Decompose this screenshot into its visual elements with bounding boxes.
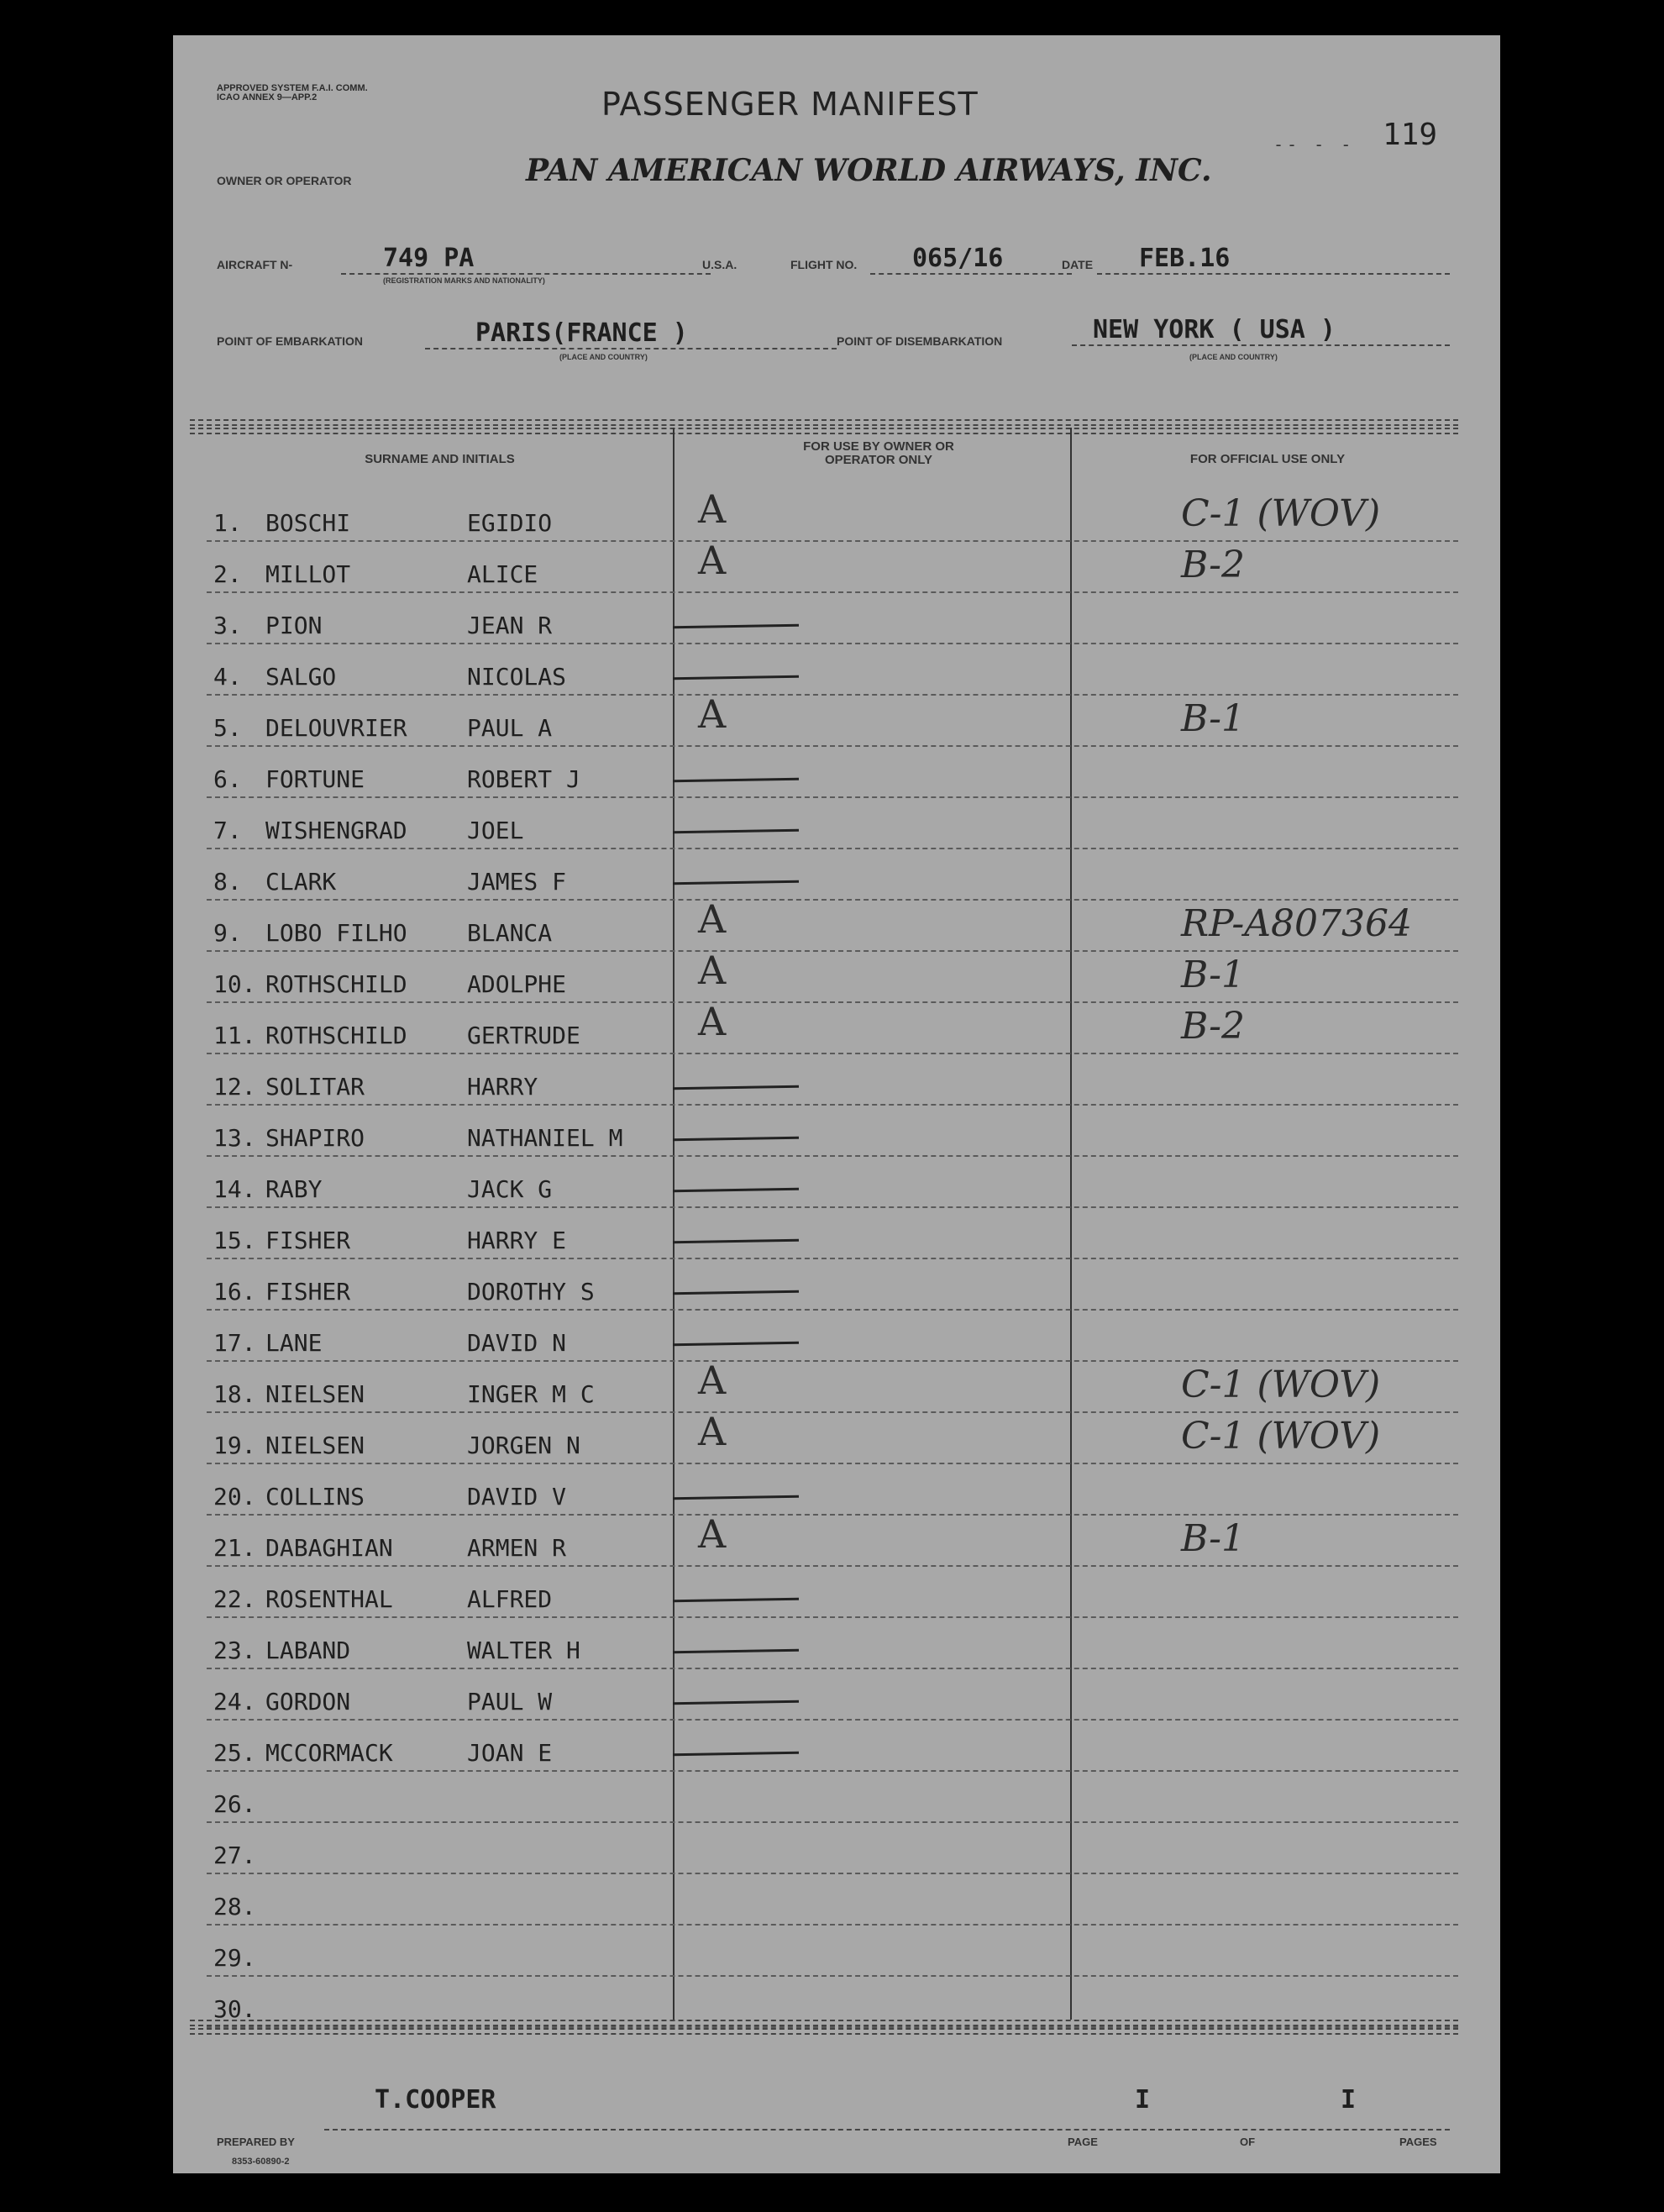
given-name-cell: HARRY	[467, 1073, 538, 1101]
given-name-cell: JAMES F	[467, 868, 567, 896]
row-number: 1.	[213, 509, 242, 537]
surname-cell: FISHER	[265, 1227, 351, 1254]
row-number: 12.	[213, 1073, 256, 1101]
given-name-cell: NICOLAS	[467, 663, 567, 691]
table-row	[207, 1206, 1458, 1259]
given-name-cell: ADOLPHE	[467, 970, 567, 998]
row-number: 24.	[213, 1688, 256, 1715]
handwritten-mark: A	[698, 999, 727, 1044]
given-name-cell: HARRY E	[467, 1227, 567, 1254]
row-number: 18.	[213, 1380, 256, 1408]
surname-cell: DABAGHIAN	[265, 1534, 393, 1562]
row-number: 28.	[213, 1893, 256, 1920]
given-name-cell: NATHANIEL M	[467, 1124, 623, 1152]
form-code: 8353-60890-2	[232, 2157, 290, 2167]
official-note-cell: B-1	[1181, 954, 1246, 996]
page-number: 119	[1383, 118, 1438, 152]
handwritten-dash	[673, 1239, 799, 1244]
given-name-cell: JORGEN N	[467, 1432, 580, 1459]
table-row	[207, 950, 1458, 1003]
official-note-cell: B-1	[1181, 697, 1246, 740]
date-value: FEB.16	[1139, 244, 1231, 273]
given-name-cell: JEAN R	[467, 612, 553, 639]
surname-cell: FORTUNE	[265, 765, 365, 793]
prepared-by-value: T.COOPER	[375, 2085, 496, 2115]
usa-label: U.S.A.	[702, 258, 738, 271]
aircraft-value: 749 PA	[383, 244, 475, 273]
official-note-cell: RP-A807364	[1181, 902, 1412, 945]
handwritten-dash	[673, 1752, 799, 1757]
given-name-cell: EGIDIO	[467, 509, 553, 537]
given-name-cell: JOAN E	[467, 1739, 553, 1767]
table-row	[207, 848, 1458, 901]
given-name-cell: DOROTHY S	[467, 1278, 595, 1306]
surname-cell: MCCORMACK	[265, 1739, 393, 1767]
row-number: 30.	[213, 1995, 256, 2023]
handwritten-mark: A	[698, 538, 727, 583]
given-name-cell: JOEL	[467, 817, 524, 844]
handwritten-mark: A	[698, 896, 727, 942]
handwritten-dash	[673, 1085, 799, 1090]
row-number: 7.	[213, 817, 242, 844]
handwritten-mark: A	[698, 1409, 727, 1454]
surname-cell: NIELSEN	[265, 1380, 365, 1408]
table-row	[207, 1565, 1458, 1618]
given-name-cell: ARMEN R	[467, 1534, 567, 1562]
table-row	[207, 1511, 1458, 1567]
row-number: 6.	[213, 765, 242, 793]
row-number: 26.	[213, 1790, 256, 1818]
table-row	[207, 745, 1458, 798]
total-pages-value: I	[1341, 2085, 1357, 2115]
page-value: I	[1135, 2085, 1151, 2115]
table-row	[207, 591, 1458, 644]
row-number: 19.	[213, 1432, 256, 1459]
given-name-cell: GERTRUDE	[467, 1022, 580, 1049]
row-number: 10.	[213, 970, 256, 998]
surname-cell: SHAPIRO	[265, 1124, 365, 1152]
handwritten-mark: A	[698, 1511, 727, 1557]
given-name-cell: BLANCA	[467, 919, 553, 947]
surname-cell: ROTHSCHILD	[265, 1022, 407, 1049]
table-row	[207, 1719, 1458, 1772]
disembarkation-label: POINT OF DISEMBARKATION	[837, 334, 1003, 348]
page-title: PASSENGER MANIFEST	[601, 86, 979, 123]
table-row	[207, 1258, 1458, 1311]
handwritten-dash	[673, 1290, 799, 1295]
surname-cell: ROSENTHAL	[265, 1585, 393, 1613]
aircraft-label: AIRCRAFT N-	[217, 258, 293, 271]
table-row	[207, 643, 1458, 696]
table-row	[207, 1360, 1458, 1413]
handwritten-dash	[673, 1649, 799, 1654]
given-name-cell: PAUL A	[467, 714, 553, 742]
row-number: 20.	[213, 1483, 256, 1511]
surname-cell: LOBO FILHO	[265, 919, 407, 947]
of-label: OF	[1240, 2136, 1256, 2148]
official-note-cell: C-1 (WOV)	[1181, 1415, 1381, 1458]
table-row	[207, 1309, 1458, 1362]
dash-marks: -- - -	[1273, 134, 1355, 155]
surname-cell: DELOUVRIER	[265, 714, 407, 742]
handwritten-dash	[673, 675, 799, 680]
handwritten-dash	[673, 778, 799, 783]
official-note-cell: B-2	[1181, 544, 1246, 586]
handwritten-mark: A	[698, 691, 727, 737]
table-row	[207, 796, 1458, 849]
column-header-owner-use: FOR USE BY OWNER OR OPERATOR ONLY	[803, 439, 954, 467]
handwritten-dash	[673, 880, 799, 885]
given-name-cell: JACK G	[467, 1175, 553, 1203]
given-name-cell: PAUL W	[467, 1688, 553, 1715]
row-number: 5.	[213, 714, 242, 742]
table-row	[207, 1924, 1458, 1977]
table-row	[207, 1770, 1458, 1823]
approval-note: APPROVED SYSTEM F.A.I. COMM. ICAO ANNEX 9—APP.2	[217, 83, 368, 102]
row-number: 27.	[213, 1842, 256, 1869]
surname-cell: PION	[265, 612, 323, 639]
surname-cell: WISHENGRAD	[265, 817, 407, 844]
surname-cell: ROTHSCHILD	[265, 970, 407, 998]
column-header-official-use: FOR OFFICIAL USE ONLY	[1189, 452, 1346, 466]
table-row	[207, 1463, 1458, 1516]
pages-label: PAGES	[1399, 2136, 1437, 2148]
surname-cell: SALGO	[265, 663, 337, 691]
prepared-by-label: PREPARED BY	[217, 2136, 295, 2148]
operator-name: PAN AMERICAN WORLD AIRWAYS, INC.	[526, 153, 1212, 188]
row-number: 13.	[213, 1124, 256, 1152]
row-number: 17.	[213, 1329, 256, 1357]
given-name-cell: DAVID N	[467, 1329, 567, 1357]
surname-cell: FISHER	[265, 1278, 351, 1306]
row-number: 16.	[213, 1278, 256, 1306]
handwritten-dash	[673, 1495, 799, 1500]
row-number: 23.	[213, 1637, 256, 1664]
handwritten-dash	[673, 1188, 799, 1193]
row-number: 29.	[213, 1944, 256, 1972]
table-row	[207, 896, 1458, 952]
column-header-name: SURNAME AND INITIALS	[365, 452, 515, 466]
row-number: 22.	[213, 1585, 256, 1613]
given-name-cell: ROBERT J	[467, 765, 580, 793]
handwritten-mark: A	[698, 486, 727, 532]
disembarkation-value: NEW YORK ( USA )	[1093, 315, 1336, 344]
handwritten-dash	[673, 1700, 799, 1705]
table-row	[207, 1616, 1458, 1669]
table-row	[207, 1411, 1458, 1464]
row-number: 9.	[213, 919, 242, 947]
row-number: 3.	[213, 612, 242, 639]
flight-label: FLIGHT NO.	[790, 258, 858, 271]
table-row	[207, 1053, 1458, 1106]
handwritten-dash	[673, 1342, 799, 1347]
table-row	[207, 1821, 1458, 1874]
surname-cell: LANE	[265, 1329, 323, 1357]
official-note-cell: B-1	[1181, 1517, 1246, 1560]
surname-cell: CLARK	[265, 868, 337, 896]
official-note-cell: B-2	[1181, 1005, 1246, 1048]
surname-cell: COLLINS	[265, 1483, 365, 1511]
page-label: PAGE	[1068, 2136, 1098, 2148]
embarkation-sub: (PLACE AND COUNTRY)	[559, 353, 648, 361]
row-number: 21.	[213, 1534, 256, 1562]
table-row	[207, 1155, 1458, 1208]
given-name-cell: INGER M C	[467, 1380, 595, 1408]
row-number: 14.	[213, 1175, 256, 1203]
row-number: 8.	[213, 868, 242, 896]
row-number: 25.	[213, 1739, 256, 1767]
surname-cell: NIELSEN	[265, 1432, 365, 1459]
handwritten-dash	[673, 624, 799, 629]
surname-cell: MILLOT	[265, 560, 351, 588]
handwritten-dash	[673, 1137, 799, 1142]
given-name-cell: ALFRED	[467, 1585, 553, 1613]
given-name-cell: ALICE	[467, 560, 538, 588]
given-name-cell: WALTER H	[467, 1637, 580, 1664]
handwritten-mark: A	[698, 1358, 727, 1403]
row-number: 15.	[213, 1227, 256, 1254]
date-label: DATE	[1062, 258, 1094, 271]
table-row	[207, 1104, 1458, 1157]
flight-number: 065/16	[912, 244, 1004, 273]
surname-cell: GORDON	[265, 1688, 351, 1715]
table-row	[207, 1668, 1458, 1721]
official-note-cell: C-1 (WOV)	[1181, 1363, 1381, 1406]
embarkation-value: PARIS(FRANCE )	[475, 318, 688, 348]
handwritten-mark: A	[698, 948, 727, 993]
row-number: 11.	[213, 1022, 256, 1049]
table-row	[207, 486, 1458, 542]
table-row	[207, 1001, 1458, 1054]
aircraft-sub: (REGISTRATION MARKS AND NATIONALITY)	[383, 276, 545, 285]
surname-cell: BOSCHI	[265, 509, 351, 537]
handwritten-dash	[673, 1598, 799, 1603]
owner-label: OWNER OR OPERATOR	[217, 174, 352, 187]
table-row	[207, 1873, 1458, 1926]
surname-cell: RABY	[265, 1175, 323, 1203]
given-name-cell: DAVID V	[467, 1483, 567, 1511]
table-row	[207, 691, 1458, 747]
handwritten-dash	[673, 829, 799, 834]
surname-cell: LABAND	[265, 1637, 351, 1664]
disembarkation-sub: (PLACE AND COUNTRY)	[1189, 353, 1278, 361]
embarkation-label: POINT OF EMBARKATION	[217, 334, 363, 348]
row-number: 4.	[213, 663, 242, 691]
manifest-page	[173, 35, 1500, 2173]
official-note-cell: C-1 (WOV)	[1181, 492, 1381, 535]
surname-cell: SOLITAR	[265, 1073, 365, 1101]
row-number: 2.	[213, 560, 242, 588]
table-row	[207, 540, 1458, 593]
